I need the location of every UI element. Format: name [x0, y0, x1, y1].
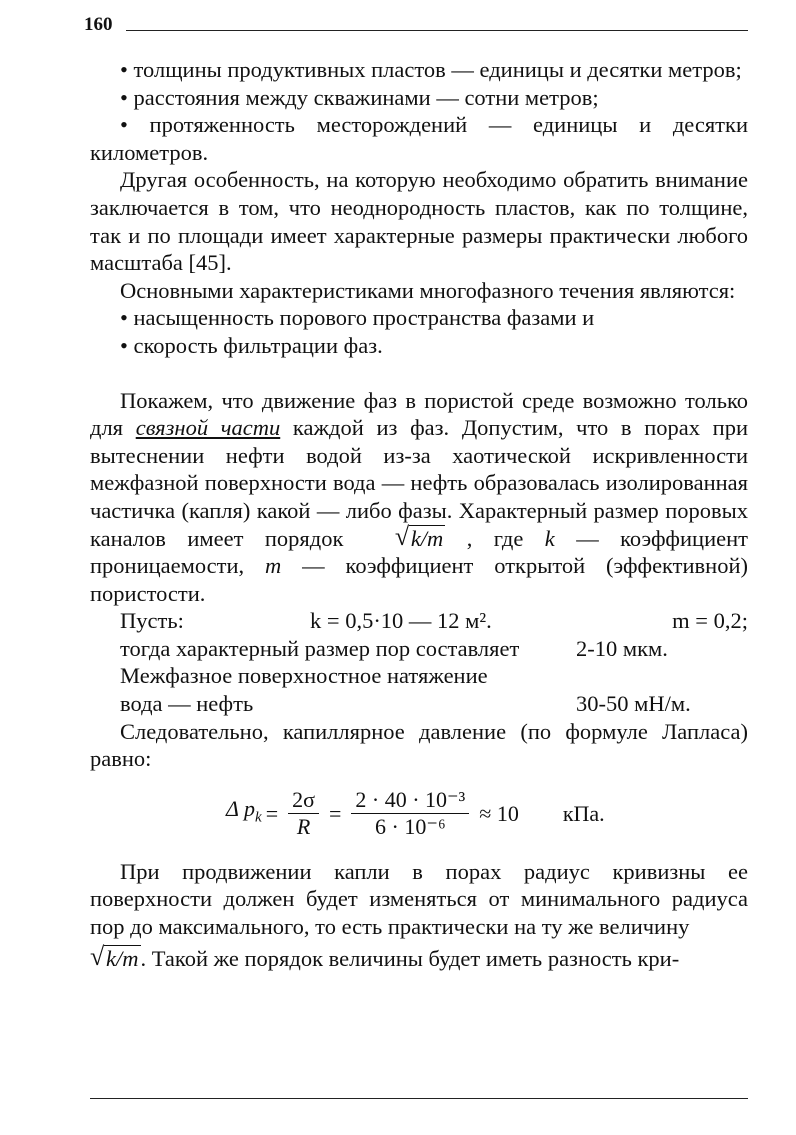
paragraph-other-feature: Другая особенность, на которую необходимо обратить внимание заключается в том, что неоднородность пластов, как по толщине, так и по площади имеет характерные размеры практически любого масштаба [45]. [90, 167, 748, 276]
delta-p: Δ p [226, 795, 256, 821]
page-header [84, 14, 748, 44]
tension-value: 30-50 мН/м. [576, 691, 691, 717]
connected-part-term: связной части [135, 415, 281, 441]
fraction-numeric [351, 787, 469, 840]
footer-rule [90, 1098, 748, 1099]
sqrt-k-over-m [365, 521, 446, 553]
bullet-well-distance: • расстояния между скважинами — сотни метров; [120, 84, 599, 110]
let-label: Пусть: [120, 608, 184, 634]
spacer [90, 360, 748, 387]
pore-size-value: 2-10 мкм. [576, 635, 668, 661]
sqrt-expression: k/m [410, 525, 444, 551]
m-value: m = 0,2; [672, 608, 748, 634]
equals-sign-1: = [265, 800, 279, 826]
fraction-2-numerator: 2 · 40 · 10⁻³ [351, 787, 469, 814]
row-tension-value [90, 690, 748, 718]
sqrt-expression-2: k/m [106, 945, 139, 971]
fraction-1-numerator: 2σ [288, 787, 319, 814]
tension-pair-label: вода — нефть [120, 691, 254, 717]
equals-sign-2: = [328, 800, 342, 826]
symbol-m: m [265, 553, 282, 579]
row-tension-label [90, 662, 748, 690]
phase-motion-text-c: — коэффициент открытой (эффективной) пористости. [90, 553, 749, 606]
row-let [90, 607, 748, 635]
approx-result: ≈ 10 [479, 800, 519, 826]
pore-size-label: тогда характерный размер пор составляет [120, 635, 520, 661]
page-number: 160 [84, 14, 113, 35]
fraction-2-denominator: 6 · 10⁻⁶ [375, 813, 446, 839]
paragraph-laplace: Следовательно, капиллярное давление (по формуле Лапласа) равно: [90, 718, 748, 772]
paragraph-phase-motion [90, 387, 748, 608]
page-body [90, 56, 748, 972]
header-rule [126, 30, 748, 31]
last-line-text: . Такой же порядок величины будет иметь разность кри- [140, 945, 680, 971]
subscript-k: k [255, 809, 262, 826]
paragraph-drop-motion: При продвижении капли в порах радиус кривизны ее поверхности должен будет изменяться от минимального радиуса пор до максимального, то есть практически на ту же величину [90, 858, 748, 940]
formula-unit: кПа. [562, 800, 605, 826]
bullet-saturation: • насыщенность порового пространства фазами и [120, 305, 595, 331]
phase-motion-text-start: Покажем, что движение фаз в пористой среде возможно только для [90, 387, 748, 441]
bullet-thickness: • толщины продуктивных пластов — единицы и десятки метров; [120, 57, 742, 82]
phase-motion-text-a: , где [445, 525, 545, 551]
bullet-field-extent: • протяженность месторождений — единицы и десятки километров. [90, 112, 748, 165]
fraction-1-denominator: R [296, 813, 311, 839]
tension-label: Межфазное поверхностное натяжение [120, 663, 488, 689]
phase-motion-text-b: — коэффициент проницаемости, [90, 525, 748, 579]
phase-motion-text-middle: каждой из фаз. Допустим, что в порах при вытеснении нефти водой из-за хаотической искривленности межфазной поверхности вода — нефть образовалась изолированная частичка (капля) какой — либо фазы. Характерный размер поровых каналов имеет порядок [90, 415, 749, 551]
formula-lhs [226, 795, 262, 832]
laplace-formula [226, 787, 748, 840]
radical-sign-icon: √ [394, 521, 410, 551]
bullet-filtration-rate: • скорость фильтрации фаз. [120, 332, 383, 358]
k-value: k = 0,5·10 — 12 м². [310, 608, 492, 634]
paragraph-last-line [90, 941, 748, 973]
symbol-k: k [544, 525, 555, 551]
fraction-sigma-over-r [288, 787, 319, 840]
row-pore-size [90, 635, 748, 663]
sqrt-k-over-m-2 [90, 941, 141, 973]
paragraph-main-characteristics: Основными характеристиками многофазного течения являются: [120, 277, 736, 303]
radical-sign-icon: √ [90, 941, 105, 971]
